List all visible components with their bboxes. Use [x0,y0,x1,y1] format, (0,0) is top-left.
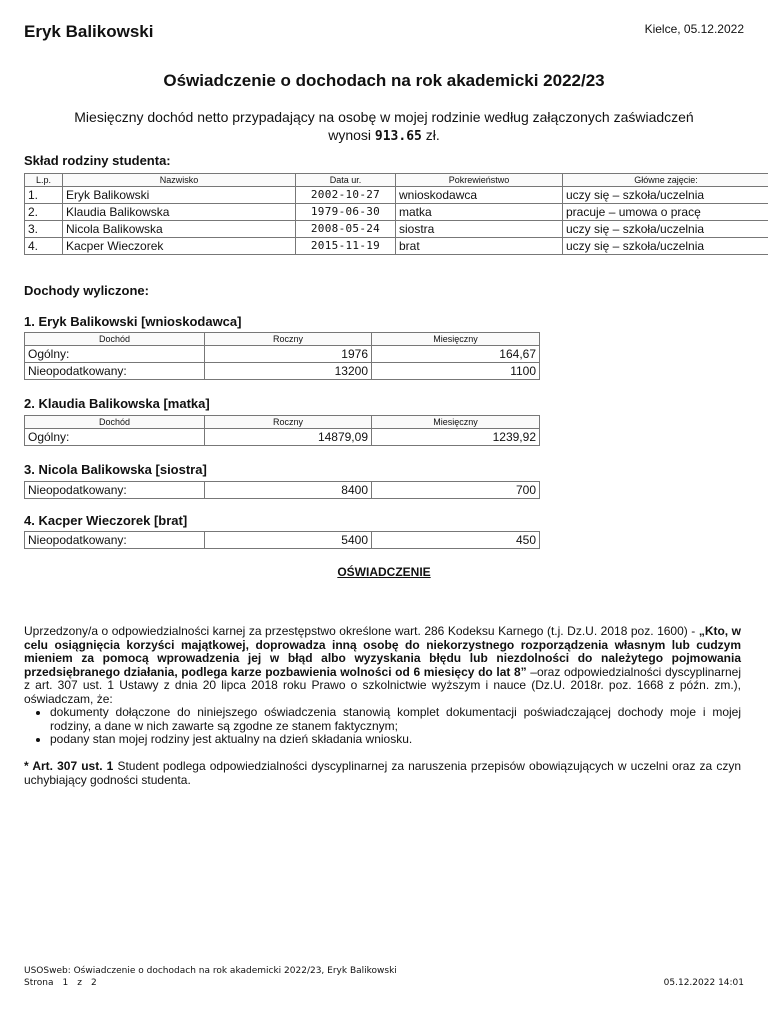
place-date: Kielce, 05.12.2022 [644,22,744,36]
page-current: 1 [62,978,69,988]
cell-income-type: Nieopodatkowany: [25,532,205,549]
declaration-paragraph [24,625,741,706]
col-birthdate: Data ur. [296,174,396,187]
income-table-3 [24,481,540,499]
table-row [25,221,768,238]
cell-yearly: 13200 [205,363,372,380]
footnote-label: * Art. 307 ust. 1 [24,759,114,773]
cell-relation: siostra [396,221,563,238]
cell-income-type: Nieopodatkowany: [25,363,205,380]
family-table [24,173,768,255]
cell-yearly: 8400 [205,482,372,499]
intro-prefix: wynosi [328,127,372,143]
cell-lp: 2. [25,204,63,221]
cell-birthdate: 2015-11-19 [296,238,396,255]
cell-occupation: uczy się – szkoła/uczelnia [563,187,768,204]
declaration-text [24,625,741,747]
cell-occupation: pracuje – umowa o pracę [563,204,768,221]
col-yearly: Roczny [205,416,372,429]
cell-monthly: 700 [372,482,540,499]
list-item: • dokumenty dołączone do niniejszego oświadczenia stanowią komplet dokumentacji poświadczającej dochody moje i mojej rodziny, a dane w nich zawarte są zgodne ze stanem faktycznym; [50,706,741,733]
table-row [25,346,540,363]
page-total: 2 [90,978,97,988]
cell-name: Kacper Wieczorek [63,238,296,255]
family-table-header [25,174,768,187]
author-name: Eryk Balikowski [24,22,154,41]
footnote [24,759,741,787]
cell-income-type: Ogólny: [25,429,205,446]
cell-monthly: 1100 [372,363,540,380]
cell-yearly: 5400 [205,532,372,549]
declaration-end: –oraz odpowiedzialności dyscyplinarnej z art. 307 ust. 1 Ustawy z dnia 20 lipca 2018 roku Prawo o szkolnictwie wyższym i nauce (Dz.U. 2018r. poz. 1668 z późn. zm.), oświadczam, że: [24,664,741,706]
declaration-start: Uprzedzony/a o odpowiedzialności karnej za przestępstwo określone wart. 286 Kodeksu Karnego (t.j. Dz.U. 2018 poz. 1600) - [24,624,699,638]
page-of: z [77,978,82,988]
cell-birthdate: 2002-10-27 [296,187,396,204]
cell-name: Nicola Balikowska [63,221,296,238]
cell-birthdate: 1979-06-30 [296,204,396,221]
cell-monthly: 450 [372,532,540,549]
table-row [25,204,768,221]
cell-name: Klaudia Balikowska [63,204,296,221]
cell-yearly: 1976 [205,346,372,363]
document-title: Oświadczenie o dochodach na rok akademicki 2022/23 [163,71,605,90]
col-relation: Pokrewieństwo [396,174,563,187]
footer-source: USOSweb: Oświadczenie o dochodach na rok akademicki 2022/23, Eryk Balikowski [24,966,397,976]
cell-yearly: 14879,09 [205,429,372,446]
table-row [25,429,540,446]
income-amount: 913.65 [374,129,422,144]
cell-lp: 1. [25,187,63,204]
cell-lp: 3. [25,221,63,238]
cell-relation: brat [396,238,563,255]
col-name: Nazwisko [63,174,296,187]
col-income: Dochód [25,333,205,346]
page-indicator [24,978,106,988]
cell-income-type: Nieopodatkowany: [25,482,205,499]
cell-monthly: 1239,92 [372,429,540,446]
table-row [25,238,768,255]
cell-relation: matka [396,204,563,221]
income-person-heading: 4. Kacper Wieczorek [brat] [24,513,188,528]
declaration-bullets [24,706,741,747]
income-table-2 [24,415,540,446]
cell-monthly: 164,67 [372,346,540,363]
footnote-text: Student podlega odpowiedzialności dyscyplinarnej za naruszenia przepisów obowiązujących w uczelni oraz za czyn uchybiający godności studenta. [24,759,741,787]
col-monthly: Miesięczny [372,416,540,429]
cell-lp: 4. [25,238,63,255]
page-label: Strona [24,978,54,988]
income-table-1 [24,332,540,380]
income-person-heading: 3. Nicola Balikowska [siostra] [24,462,207,477]
income-table-4 [24,531,540,549]
cell-birthdate: 2008-05-24 [296,221,396,238]
declaration-heading: OŚWIADCZENIE [337,565,431,579]
cell-income-type: Ogólny: [25,346,205,363]
col-yearly: Roczny [205,333,372,346]
footer-timestamp: 05.12.2022 14:01 [663,978,744,988]
col-occupation: Główne zajęcie: [563,174,768,187]
cell-occupation: uczy się – szkoła/uczelnia [563,221,768,238]
income-table-header [25,333,540,346]
penal-code-quote: „Kto, w celu osiągnięcia korzyści majątkowej, doprowadza inną osobę do niekorzystnego rozporządzenia własnym lub cudzym mieniem za pomocą wprowadzenia jej w błąd albo wyzyskania błędu lub niezdolności do należytego pojmowania przedsiębranego działania, podlega karze pozbawienia wolności od 6 miesięcy do lat 8” [24,624,741,679]
cell-occupation: uczy się – szkoła/uczelnia [563,238,768,255]
income-person-heading: 1. Eryk Balikowski [wnioskodawca] [24,314,242,329]
col-income: Dochód [25,416,205,429]
family-heading: Skład rodziny studenta: [24,153,171,168]
table-row [25,532,540,549]
income-summary [30,108,738,146]
cell-relation: wnioskodawca [396,187,563,204]
income-person-heading: 2. Klaudia Balikowska [matka] [24,396,210,411]
table-row [25,482,540,499]
col-monthly: Miesięczny [372,333,540,346]
table-row [25,187,768,204]
cell-name: Eryk Balikowski [63,187,296,204]
income-table-header [25,416,540,429]
col-lp: L.p. [25,174,63,187]
table-row [25,363,540,380]
income-heading: Dochody wyliczone: [24,283,149,298]
list-item: • podany stan mojej rodziny jest aktualny na dzień składania wniosku. [50,733,741,747]
intro-currency: zł. [425,127,440,143]
intro-line1: Miesięczny dochód netto przypadający na osobę w mojej rodzinie według załączonych zaświadczeń [74,109,694,125]
